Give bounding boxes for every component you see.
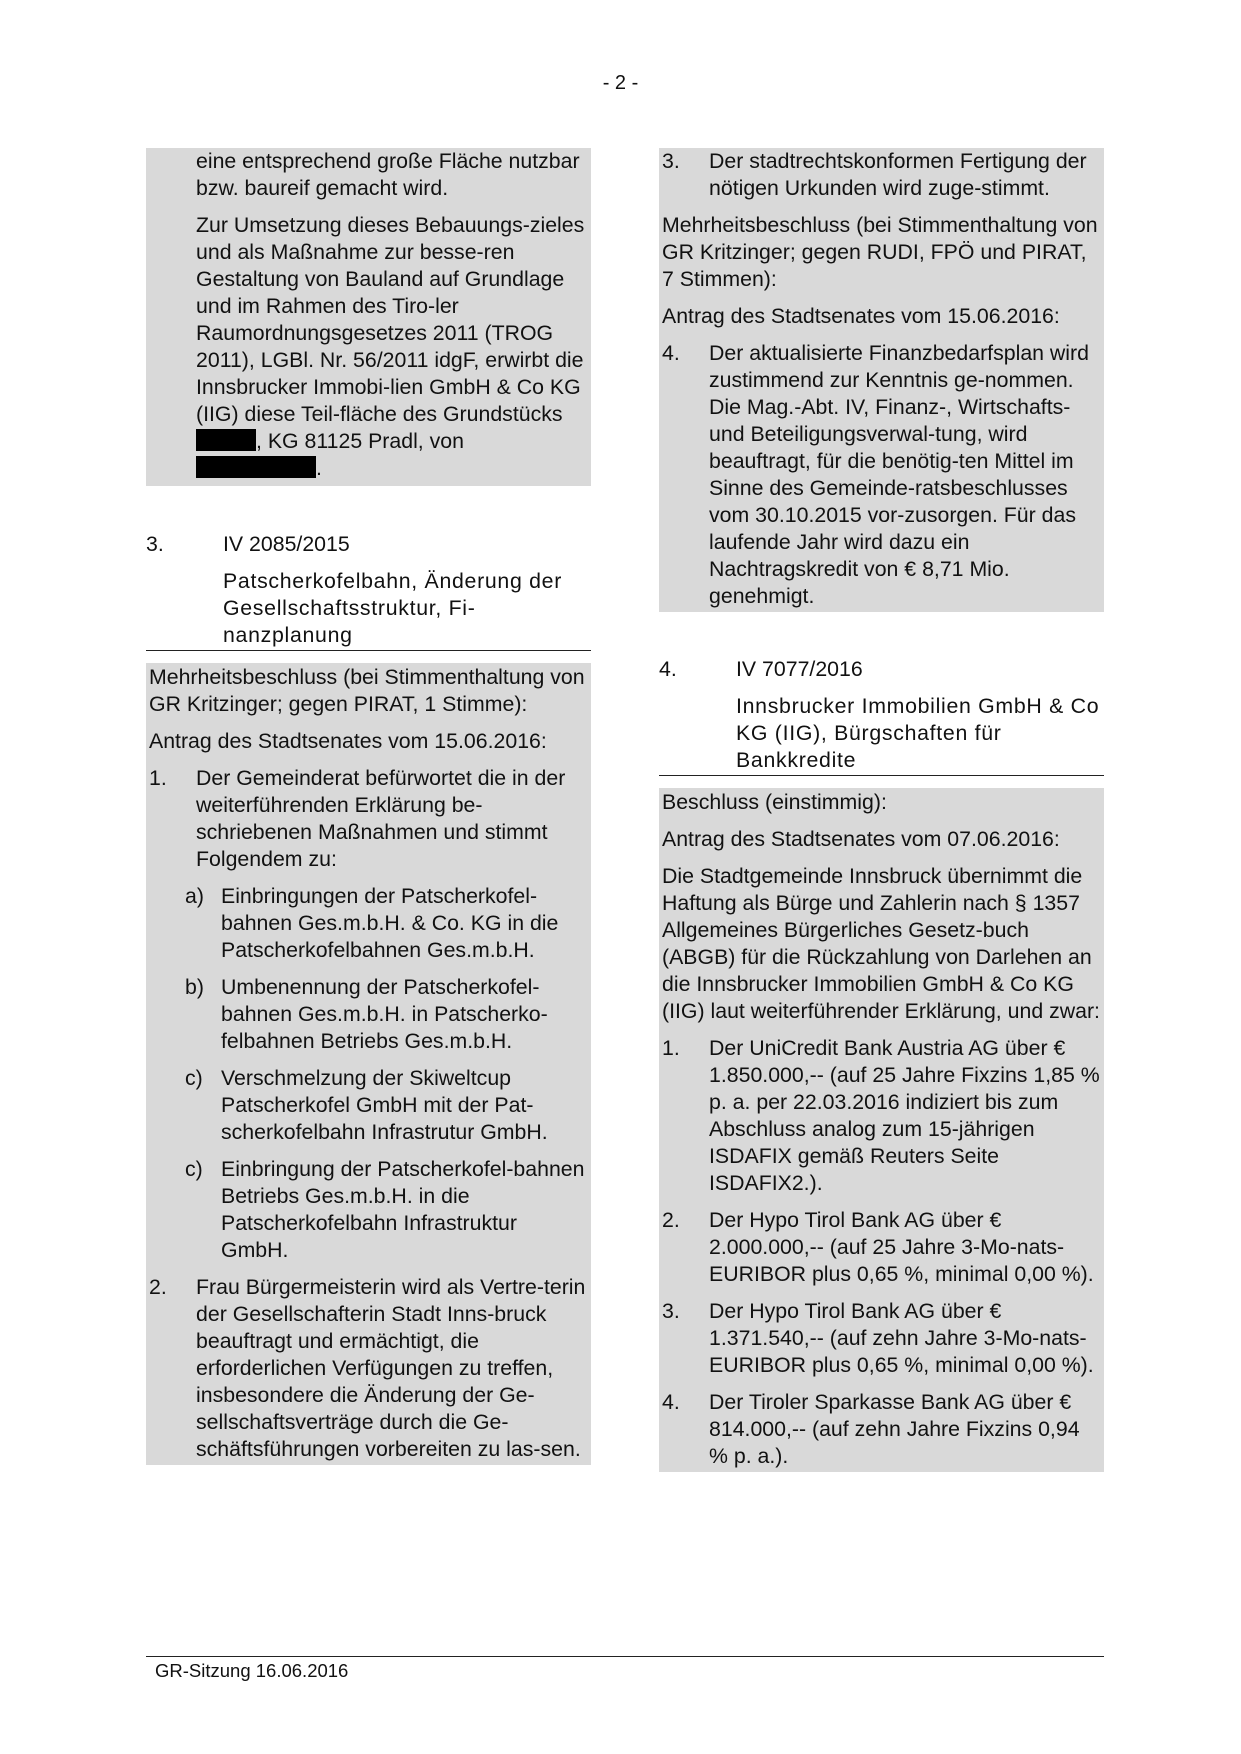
sub-point: [185, 883, 588, 964]
agenda-item-4-header: [659, 656, 1104, 776]
right-column: [659, 148, 1104, 1472]
acquisition-paragraph: [149, 212, 588, 484]
loan-text: Der UniCredit Bank Austria AG über € 1.850.000,-- (auf 25 Jahre Fixzins 1,85 % p. a. per 22.03.2016 indiziert bis zum Abschluss analog zum 15-jährigen ISDAFIX gemäß Reuters Seite ISDAFIX2.).: [709, 1036, 1100, 1195]
agenda-item-number: 3.: [146, 532, 164, 556]
loan-item: [662, 1207, 1101, 1288]
sub-point-text: Einbringung der Patscherkofel-bahnen Betriebs Ges.m.b.H. in die Patscherkofelbahn Infrastruktur GmbH.: [221, 1157, 585, 1262]
sub-point-letter: a): [185, 884, 204, 908]
resolution-point: [149, 1274, 588, 1463]
point-number: 4.: [662, 341, 680, 365]
motion-text: Antrag des Stadtsenates vom 15.06.2016:: [662, 304, 1060, 328]
footer-divider: [146, 1656, 1104, 1657]
sub-point-text: Verschmelzung der Skiweltcup Patscherkofel GmbH mit der Pat-scherkofelbahn Infrastrutur GmbH.: [221, 1066, 548, 1144]
point-number: 1.: [149, 766, 167, 790]
decision-block: [659, 788, 1104, 1472]
acquisition-text: Zur Umsetzung dieses Bebauungs-zieles und als Maßnahme zur besse-ren Gestaltung von Bauland auf Grundlage und im Rahmen des Tiro-ler Raumordnungsgesetzes 2011 (TROG 2011), LGBl. Nr. 56/2011 idgF, erwirbt die Innsbrucker Immobi-lien GmbH & Co KG (IIG) diese Teil-fläche des Grundstücks: [196, 213, 585, 426]
resolution-point: [662, 148, 1101, 202]
continued-paragraph: eine entsprechend große Fläche nutzbar bzw. baureif gemacht wird.: [196, 149, 580, 200]
loan-item: [662, 1298, 1101, 1379]
sub-point-letter: c): [185, 1066, 203, 1090]
loan-number: 1.: [662, 1036, 680, 1060]
loan-item: [662, 1035, 1101, 1197]
sub-point-letter: b): [185, 975, 204, 999]
sub-point: [185, 1156, 588, 1264]
left-column: [146, 148, 591, 1465]
sub-point-letter: c): [185, 1157, 203, 1181]
loan-text: Der Hypo Tirol Bank AG über € 1.371.540,-- (auf zehn Jahre 3-Mo-nats-EURIBOR plus 0,65 %, minimal 0,00 %).: [709, 1299, 1094, 1377]
sub-point: [185, 1065, 588, 1146]
agenda-item-title: Innsbrucker Immobilien GmbH & Co KG (IIG), Bürgschaften für Bankkredite: [736, 694, 1100, 772]
resolution-point: [662, 340, 1101, 610]
decision-block: [146, 663, 591, 1465]
loan-number: 2.: [662, 1208, 680, 1232]
page-number: - 2 -: [602, 72, 639, 94]
sub-point-text: Umbenennung der Patscherkofel-bahnen Ges.m.b.H. in Patscherko-felbahnen Betriebs Ges.m.b.H.: [221, 975, 548, 1053]
loan-number: 4.: [662, 1390, 680, 1414]
redacted-parcel-number: [196, 429, 256, 451]
decision-text: Mehrheitsbeschluss (bei Stimmenthaltung von GR Kritzinger; gegen RUDI, FPÖ und PIRAT, 7 Stimmen):: [662, 213, 1098, 291]
decision-block-continued: [659, 148, 1104, 612]
agenda-item-title: Patscherkofelbahn, Änderung der Gesellschaftsstruktur, Fi-nanzplanung: [223, 569, 563, 647]
loan-number: 3.: [662, 1299, 680, 1323]
agenda-item-reference: IV 7077/2016: [736, 657, 863, 681]
loan-item: [662, 1389, 1101, 1470]
point-text: Der stadtrechtskonformen Fertigung der nötigen Urkunden wird zuge-stimmt.: [709, 149, 1087, 200]
resolution-point: [149, 765, 588, 873]
point-text: Der Gemeinderat befürwortet die in der weiterführenden Erklärung be-schriebenen Maßnahmen und stimmt Folgendem zu:: [196, 766, 566, 871]
agenda-item-reference: IV 2085/2015: [223, 532, 350, 556]
decision-text: Beschluss (einstimmig):: [662, 790, 887, 814]
point-text: Frau Bürgermeisterin wird als Vertre-terin der Gesellschafterin Stadt Inns-bruck beauftragt und ermächtigt, die erforderlichen Verfügungen zu treffen, insbesondere die Änderung der Ge-sellschaftsverträge durch die Ge-schäftsführungen vorbereiten zu las-sen.: [196, 1275, 586, 1461]
acquisition-text-2: , KG 81125 Pradl, von: [256, 429, 464, 453]
continued-text-block: [146, 148, 591, 486]
guarantee-intro: Die Stadtgemeinde Innsbruck übernimmt die Haftung als Bürge und Zahlerin nach § 1357 Allgemeines Bürgerliches Gesetz-buch (ABGB) für die Rückzahlung von Darlehen an die Innsbrucker Immobilien GmbH & Co KG (IIG) laut weiterführender Erklärung, und zwar:: [662, 864, 1100, 1023]
agenda-item-3-header: [146, 531, 591, 651]
point-number: 2.: [149, 1275, 167, 1299]
sub-point-text: Einbringungen der Patscherkofel-bahnen Ges.m.b.H. & Co. KG in die Patscherkofelbahnen Ges.m.b.H.: [221, 884, 559, 962]
motion-text: Antrag des Stadtsenates vom 07.06.2016:: [662, 827, 1060, 851]
agenda-item-number: 4.: [659, 657, 677, 681]
point-text: Der aktualisierte Finanzbedarfsplan wird zustimmend zur Kenntnis ge-nommen. Die Mag.-Abt. IV, Finanz-, Wirtschafts- und Beteiligungsverwal-tung, wird beauftragt, für die benötig-ten Mittel im Sinne des Gemeinde-ratsbeschlusses vom 30.10.2015 vor-zusorgen. Für das laufende Jahr wird dazu ein Nachtragskredit von € 8,71 Mio. genehmigt.: [709, 341, 1089, 608]
motion-text: Antrag des Stadtsenates vom 15.06.2016:: [149, 729, 547, 753]
decision-text: Mehrheitsbeschluss (bei Stimmenthaltung von GR Kritzinger; gegen PIRAT, 1 Stimme):: [149, 665, 585, 716]
loan-text: Der Hypo Tirol Bank AG über € 2.000.000,-- (auf 25 Jahre 3-Mo-nats-EURIBOR plus 0,65 %, minimal 0,00 %).: [709, 1208, 1094, 1286]
footer-text: GR-Sitzung 16.06.2016: [155, 1660, 349, 1681]
acquisition-text-3: .: [316, 456, 322, 480]
sub-point: [185, 974, 588, 1055]
loan-text: Der Tiroler Sparkasse Bank AG über € 814.000,-- (auf zehn Jahre Fixzins 0,94 % p. a.).: [709, 1390, 1080, 1468]
redacted-seller-name: [196, 456, 316, 478]
point-number: 3.: [662, 149, 680, 173]
